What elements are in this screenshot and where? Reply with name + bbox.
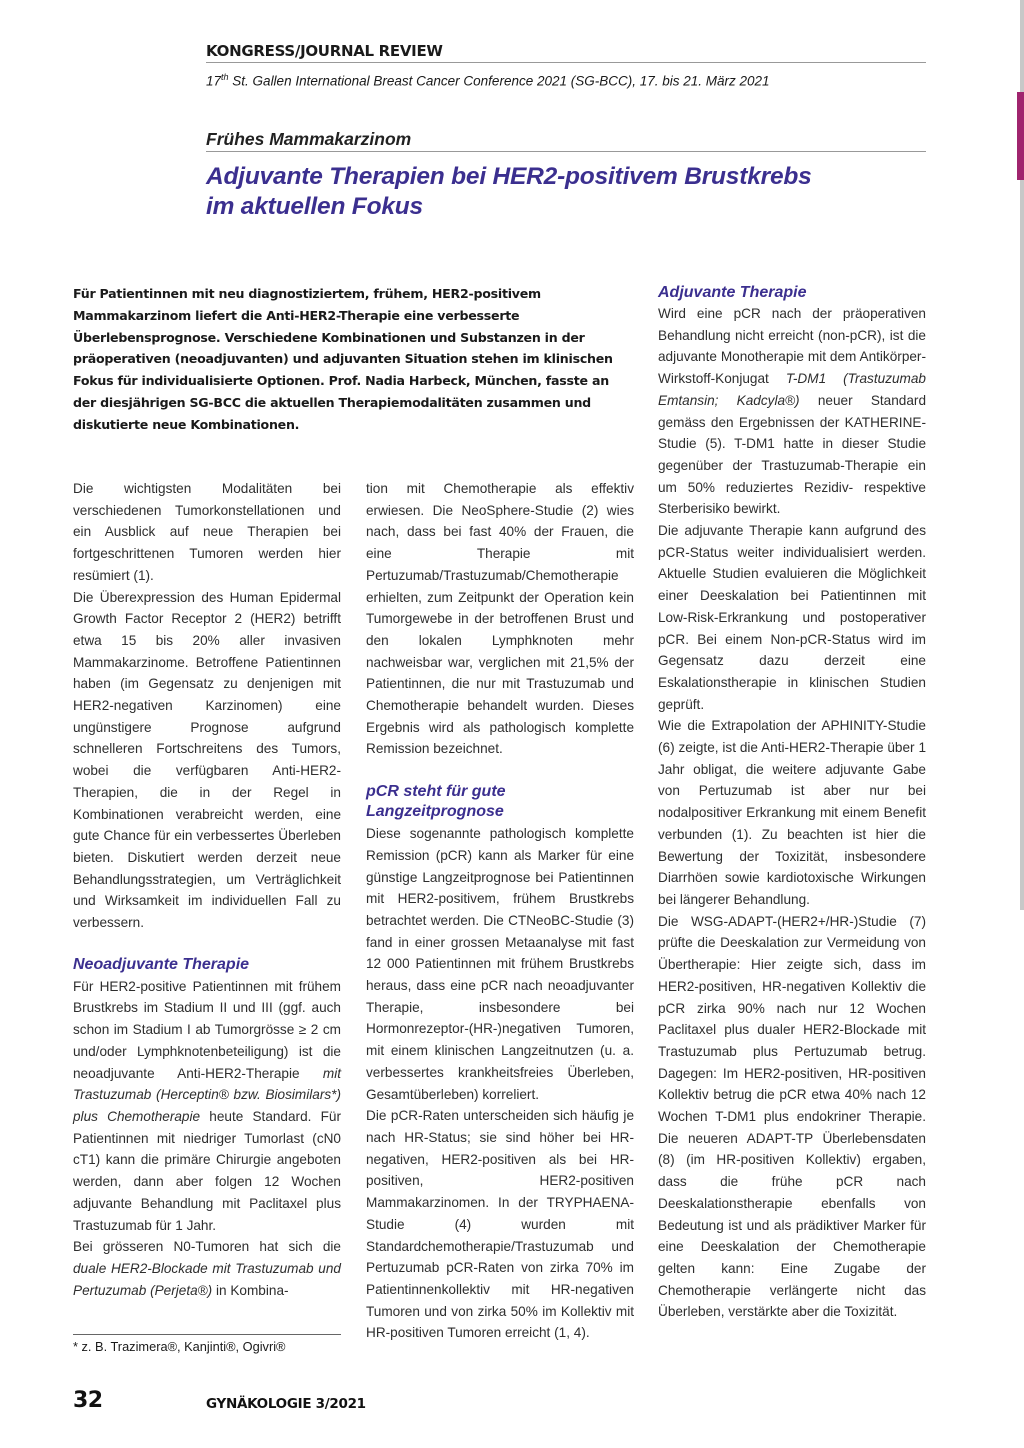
paragraph: Wird eine pCR nach der präoperativen Behandlung nicht erreicht (non-pCR), ist die adjuvante Monotherapie mit dem Antikörper-Wirkstoff-Konjugat T-DM1 (Trastuzumab Emtansin; Kadcyla®) neuer Standard gemäss den Ergebnissen der KATHERINE-Studie (5). T-DM1 hatte in dieser Studie gegenüber der Trastuzumab-Therapie ein um 50% reduziertes Rezidiv- respektive Sterberisiko bewirkt.	[658, 306, 927, 517]
page-edge-line	[1020, 180, 1024, 910]
paragraph: Die wichtigsten Modalitäten bei verschiedenen Tumorkonstellationen und ein Ausblick auf neue Therapien bei fortgeschrittenen Tumoren werden hier resümiert (1).	[73, 481, 341, 583]
page-edge-line	[1020, 0, 1024, 92]
section-header: KONGRESS/JOURNAL REVIEW	[206, 42, 443, 60]
journal-issue: GYNÄKOLOGIE 3/2021	[206, 1396, 366, 1412]
text-column-3	[658, 283, 926, 1323]
kicker-rule	[206, 151, 926, 152]
article-headline: Adjuvante Therapien bei HER2-positivem Brustkrebs im aktuellen Fokus	[206, 163, 812, 220]
paragraph: Diese sogenannte pathologisch komplette Remission (pCR) kann als Marker für eine günstige Langzeitprognose bei Patientinnen mit HER2-positivem, frühem Brustkrebs betrachtet werden. Die CTNeoBC-Studie (3) fand in einer grossen Metaanalyse mit fast 12 000 Patientinnen mit frühem Brustkrebs heraus, dass eine pCR nach neoadjuvanter Therapie, insbesondere bei Hormonrezeptor-(HR-)negativen Tumoren, mit einem klinischen Langzeitnutzen (u. a. verbessertes krankheitsfreies Überleben, Gesamtüberleben) korreliert.	[366, 826, 634, 1102]
page-edge-accent	[1017, 92, 1024, 180]
paragraph: tion mit Chemotherapie als effektiv erwiesen. Die NeoSphere-Studie (2) wies nach, dass bei fast 40% der Frauen, die eine Therapie mit Pertuzumab/Trastuzumab/Chemotherapie erhielten, zum Zeitpunkt der Operation kein Tumorgewebe in der betroffenen Brust und den lokalen Lymphknoten mehr nachweisbar war, verglichen mit 21,5% der Patientinnen, die nur mit Trastuzumab und Chemotherapie behandelt wurden. Dieses Ergebnis wird als pathologisch komplette Remission bezeichnet.	[366, 481, 634, 757]
section-heading: pCR steht für gute Langzeitprognose	[366, 783, 506, 821]
conference-subtitle: 17th St. Gallen International Breast Cancer Conference 2021 (SG-BCC), 17. bis 21. März 2021	[206, 72, 770, 89]
section-heading: Adjuvante Therapie	[658, 284, 807, 301]
paragraph: Die Überexpression des Human Epidermal Growth Factor Receptor 2 (HER2) betrifft etwa 15 bis 20% aller invasiven Mammakarzinome. Betroffene Patientinnen haben (im Gegensatz zu denjenigen mit HER2-negativen Karzinomen) eine ungünstigere Prognose aufgrund schnelleren Fortschreitens des Tumors, wobei die verfügbaren Anti-HER2-Therapien, die in der Regel in Kombinationen verabreicht werden, eine gute Chance für ein verbessertes Überleben bieten. Diskutiert werden derzeit neue Behandlungsstrategien, um Verträglichkeit und Wirksamkeit im individuellen Fall zu verbessern.	[73, 589, 341, 931]
paragraph: Die WSG-ADAPT-(HER2+/HR-)Studie (7) prüfte die Deeskalation zur Vermeidung von Übertherapie: Hier zeigte sich, dass im HER2-positiven, HR-negativen Kollektiv die pCR zirka 90% nach nur 12 Wochen Paclitaxel plus dualer HER2-Blockade mit Trastuzumab plus Pertuzumab betrug. Dagegen: Im HER2-positiven, HR-positiven Kollektiv betrug die pCR etwa 40% nach 12 Wochen T-DM1 plus endokriner Therapie. Die neueren ADAPT-TP Überlebensdaten (8) (im HR-positiven Kollektiv) ergaben, dass die frühe pCR nach Deeskalationstherapie ebenfalls von Bedeutung ist und als prädiktiver Marker für eine Deeskalation der Chemotherapie gelten kann: Eine Zugabe der Chemotherapie verlängerte nicht das Überleben, verstärkte aber die Toxizität.	[658, 913, 926, 1320]
paragraph: Bei grösseren N0-Tumoren hat sich die duale HER2-Blockade mit Trastuzumab und Pertuzumab (Perjeta®) in Kombina-	[73, 1239, 341, 1298]
article-lead: Für Patientinnen mit neu diagnostiziertem, frühem, HER2-positivem Mammakarzinom liefert die Anti-HER2-Therapie eine verbesserte Überlebensprognose. Verschiedene Kombinationen und Substanzen in der präoperativen (neoadjuvanten) und adjuvanten Situation stehen im klinischen Fokus für individualisierte Optionen. Prof. Nadia Harbeck, München, fasste an der diesjährigen SG-BCC die aktuellen Therapiemodalitäten zusammen und diskutierte neue Kombinationen.	[73, 286, 613, 432]
section-heading: Neoadjuvante Therapie	[73, 955, 250, 973]
footnote-rule	[73, 1334, 341, 1335]
header-rule	[206, 62, 926, 63]
page-number: 32	[73, 1388, 103, 1413]
article-kicker: Frühes Mammakarzinom	[206, 129, 412, 149]
paragraph: Für HER2-positive Patientinnen mit frühem Brustkrebs im Stadium II und III (ggf. auch schon im Stadium I ab Tumorgrösse ≥ 2 cm und/oder Lymphknotenbeteiligung) ist die neoadjuvante Anti-HER2-Therapie mit Trastuzumab (Herceptin® bzw. Biosimilars*) plus Chemotherapie heute Standard. Für Patientinnen mit niedriger Tumorlast (cN0 cT1) kann die primäre Chirurgie angeboten werden, dann aber folgen 12 Wochen adjuvante Behandlung mit Paclitaxel plus Trastuzumab für 1 Jahr.	[73, 978, 341, 1233]
footnote: * z. B. Trazimera®, Kanjinti®, Ogivri®	[73, 1339, 286, 1354]
paragraph: Wie die Extrapolation der APHINITY-Studie (6) zeigte, ist die Anti-HER2-Therapie über 1 Jahr obligat, die weitere adjuvante Gabe von Pertuzumab ist aber nur bei nodalpositiver Erkrankung mit einem Benefit verbunden (1). Zu beachten ist hier die Bewertung der Toxizität, insbesondere Diarrhöen sowie kardiotoxische Wirkungen bei längerer Behandlung.	[658, 718, 926, 907]
text-column-1	[73, 478, 341, 1301]
paragraph: Die adjuvante Therapie kann aufgrund des pCR-Status weiter individualisiert werden. Aktuelle Studien evaluieren die Möglichkeit einer Deeskalation bei Patientinnen mit Low-Risk-Erkrankung und postoperativer pCR. Bei einem Non-pCR-Status wird im Gegensatz dazu derzeit eine Eskalationstherapie in klinischen Studien geprüft.	[658, 523, 926, 712]
paragraph: Die pCR-Raten unterscheiden sich häufig je nach HR-Status; sie sind höher bei HR-negativen, HER2-positiven als bei HR-positiven, HER2-positiven Mammakarzinomen. In der TRYPHAENA-Studie (4) wurden mit Standardchemotherapie/Trastuzumab und Pertuzumab pCR-Raten von zirka 70% im Patientinnenkollektiv mit HR-negativen Tumoren und von zirka 50% im Kollektiv mit HR-positiven Tumoren erreicht (1, 4).	[366, 1108, 634, 1341]
text-column-2	[366, 478, 634, 1344]
